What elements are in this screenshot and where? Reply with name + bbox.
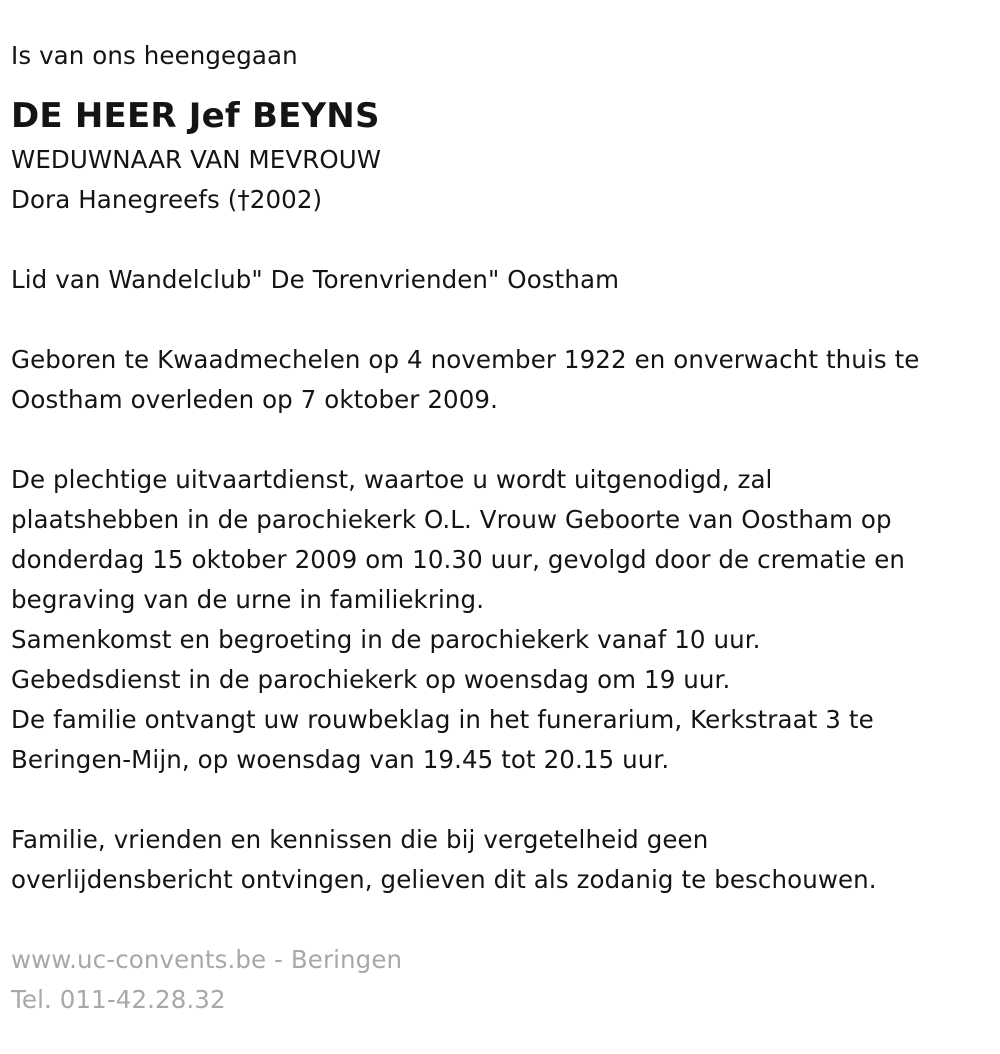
paragraph-line: Beringen-Mijn, op woensdag van 19.45 tot 20.15 uur. (11, 745, 670, 774)
paragraph-line: donderdag 15 oktober 2009 om 10.30 uur, gevolgd door de crematie en (11, 545, 906, 574)
footer-website: www.uc-convents.be - Beringen (11, 945, 403, 974)
paragraph-line: overlijdensbericht ontvingen, gelieven dit als zodanig te beschouwen. (11, 865, 877, 894)
footer-phone: Tel. 011-42.28.32 (11, 985, 226, 1014)
paragraph-line: De familie ontvangt uw rouwbeklag in het funerarium, Kerkstraat 3 te (11, 705, 874, 734)
notice-paragraph (11, 820, 996, 900)
paragraph-line: begraving van de urne in familiekring. (11, 585, 485, 614)
intro-text: Is van ons heengegaan (11, 41, 298, 70)
spouse-title: WEDUWNAAR VAN MEVROUW (11, 145, 382, 174)
paragraph-line: Oostham overleden op 7 oktober 2009. (11, 385, 498, 414)
spouse-name: Dora Hanegreefs (†2002) (11, 185, 323, 214)
deceased-name: DE HEER Jef BEYNS (11, 96, 380, 136)
paragraph-line: Samenkomst en begroeting in de parochiekerk vanaf 10 uur. (11, 625, 761, 654)
paragraph-line: plaatshebben in de parochiekerk O.L. Vrouw Geboorte van Oostham op (11, 505, 892, 534)
paragraph-line: Familie, vrienden en kennissen die bij vergetelheid geen (11, 825, 709, 854)
paragraph-line: De plechtige uitvaartdienst, waartoe u wordt uitgenodigd, zal (11, 465, 773, 494)
paragraph-line: Geboren te Kwaadmechelen op 4 november 1922 en onverwacht thuis te (11, 345, 920, 374)
footer (11, 940, 996, 1020)
birth-death-paragraph (11, 340, 996, 420)
paragraph-line: Gebedsdienst in de parochiekerk op woensdag om 19 uur. (11, 665, 731, 694)
ceremony-paragraph (11, 460, 996, 780)
obituary-notice (11, 36, 996, 1020)
membership-text: Lid van Wandelclub" De Torenvrienden" Oostham (11, 265, 620, 294)
